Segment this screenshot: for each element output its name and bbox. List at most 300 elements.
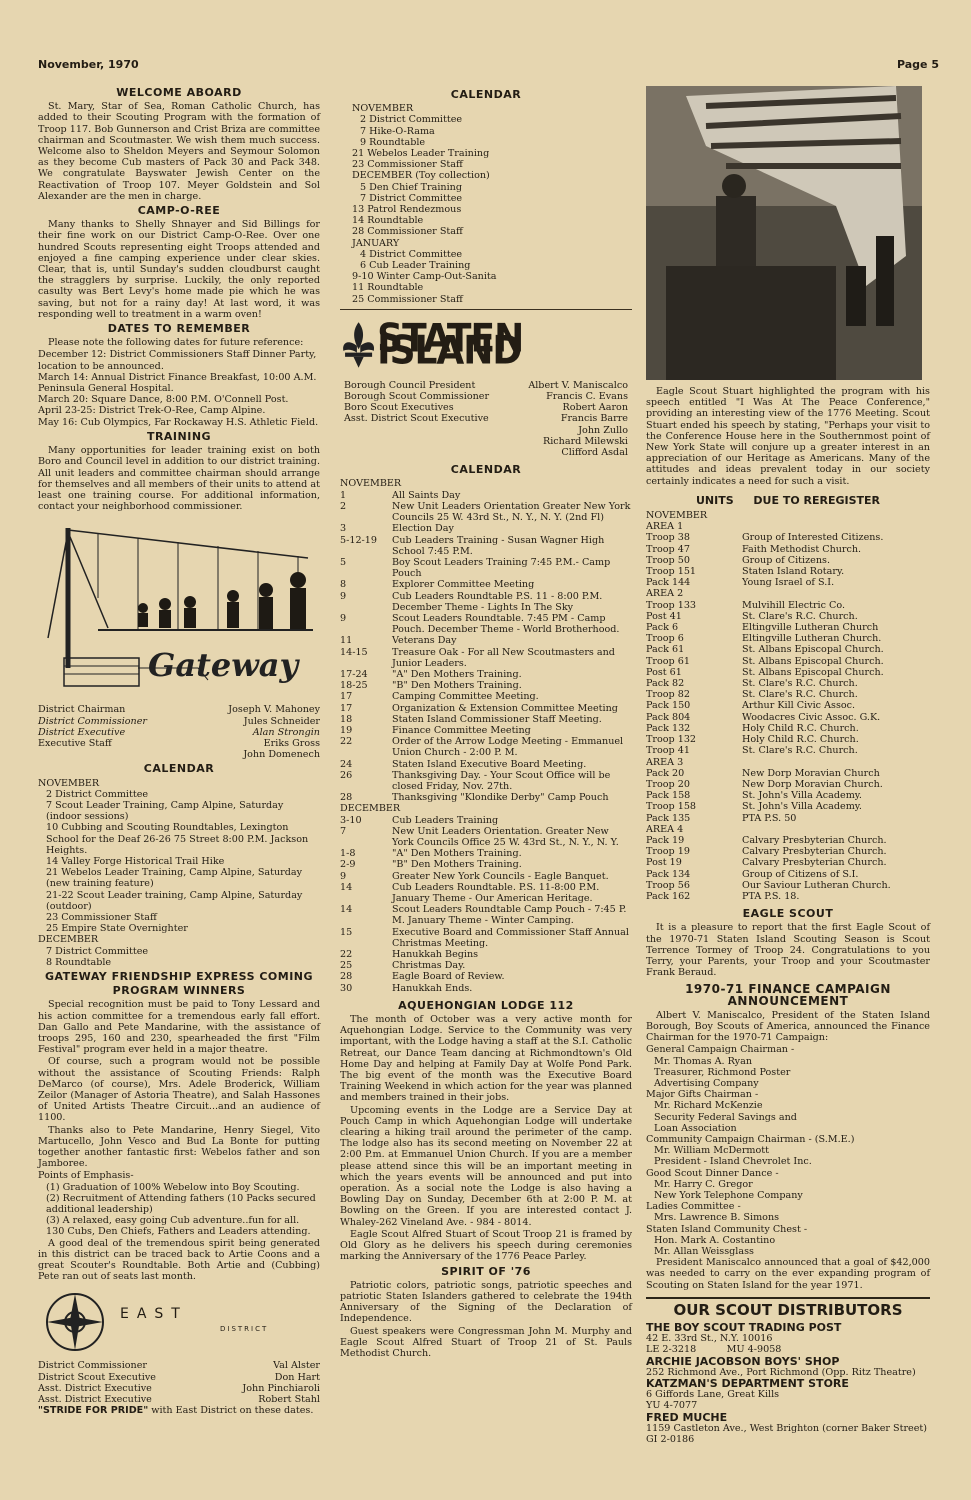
- calendar-date: 22: [340, 736, 353, 748]
- calendar-event: Hanukkah Begins: [392, 949, 479, 961]
- spirit-text: Guest speakers were Congressman John M. Murphy and Eagle Scout Alfred Stuart of Troop 21 of St. Pauls Methodist Church.: [340, 1325, 632, 1359]
- calendar-date: 15: [340, 926, 353, 938]
- list-item: 7 Hike-O-Rama: [360, 125, 435, 137]
- finance-heading: 1970-71 FINANCE CAMPAIGN ANNOUNCEMENT: [685, 982, 891, 1008]
- calendar-row: [340, 490, 632, 501]
- si-calendar-heading: CALENDAR: [450, 463, 522, 477]
- calendar-row: [340, 703, 632, 714]
- dates-intro: Please note the following dates for future reference:: [48, 337, 304, 349]
- unit-id: Troop 56: [646, 879, 690, 891]
- calendar-row: [340, 927, 632, 949]
- list-item: 21 Webelos Leader Training, Camp Alpine, Saturday (new training feature): [46, 867, 303, 890]
- photo-caption: Eagle Scout Stuart highlighted the program with his speech entitled "I Was At The Peace Conference," providing an interesting view of the 1776 Meeting. Scout Stuart ended his speech by stating, "Perhaps your visit to the Conference House here in the Southernmost point of New York State will conjure up a greater interest in an appreciation of our Heritage as Americans. Many of the attitudes and ideas prevalent today in our society certainly indicates a need for such a visit.: [646, 386, 930, 487]
- calendar-row: [340, 523, 632, 534]
- list-item: (1) Graduation of 100% Webelow into Boy Scouting.: [46, 1181, 300, 1193]
- distributor-name: KATZMAN'S DEPARTMENT STORE: [646, 1377, 849, 1391]
- calendar-row: [340, 949, 632, 960]
- calendar-date: 14: [340, 881, 353, 893]
- page-number: Page 5: [896, 58, 939, 71]
- list-item: DECEMBER: [38, 934, 99, 946]
- calendar-row: [340, 535, 632, 557]
- officer-name: John Zullo: [578, 424, 628, 436]
- unit-sponsor: New Dorp Moravian Church.: [742, 778, 883, 790]
- list-item: 9-10 Winter Camp-Out-Sanita: [352, 271, 497, 283]
- staff-name: Jules Schneider: [243, 715, 320, 727]
- east-staff: [38, 1360, 320, 1405]
- express-text: Special recognition must be paid to Tony Lessard and his action committee for a tremendous early fall effort. Dan Gallo and Pete Mandarine, with the assistance of troops 295, 160 and 230, spearheaded the first "Film Festival" program ever held in a major theatre.: [38, 999, 320, 1056]
- distributors-list: [646, 1322, 930, 1445]
- express-text: Of course, such a program would not be possible without the assistance of Scouting Friends: Ralph DeMarco (of course), Mrs. Adele Broderick, William Zeilor (Manager of Astoria Theatre), and Salah Hassones of United Artists Theatre Circuit...and an audience of 1100.: [38, 1056, 320, 1124]
- calendar-date: 1-8: [340, 848, 356, 860]
- calendar-event: Election Day: [392, 523, 454, 535]
- unit-id: Troop 82: [646, 689, 690, 701]
- list-item: General Campaign Chairman -: [646, 1044, 795, 1056]
- unit-id: Pack 134: [646, 868, 691, 880]
- calendar-row: [340, 669, 632, 680]
- staff-row: [38, 1360, 320, 1371]
- calendar-date: 9: [340, 612, 347, 624]
- calendar-date: 1: [340, 489, 347, 501]
- calendar-date: 2: [340, 500, 347, 512]
- speech-photo-image: [646, 86, 922, 380]
- list-item: 23 Commissioner Staff: [352, 159, 463, 171]
- list-item: JANUARY: [352, 237, 400, 249]
- units-table: [646, 510, 930, 902]
- camporee-heading: CAMP-O-REE: [137, 204, 221, 218]
- calendar-row: [340, 557, 632, 579]
- calendar-event: New Unit Leaders Orientation Greater New York Councils 25 W. 43rd St., N. Y., N. Y. (2nd Fl): [392, 500, 631, 524]
- distributor-name: FRED MUCHE: [646, 1410, 728, 1424]
- finance-text: President Maniscalco announced that a goal of $42,000 was needed to carry on the ever expanding program of Scouting on Staten Island for the year 1971.: [646, 1257, 930, 1291]
- stride-text: with East District on these dates.: [151, 1405, 314, 1417]
- staff-row: [38, 1394, 320, 1405]
- list-item: 23 Commissioner Staff: [46, 911, 157, 923]
- list-item: Mr. Thomas A. Ryan: [654, 1055, 752, 1067]
- staff-role: Asst. District Executive: [38, 1382, 152, 1394]
- staff-row: [38, 704, 320, 715]
- staff-role: District Executive: [38, 726, 126, 738]
- welcome-text: St. Mary, Star of Sea, Roman Catholic Church, has added to their Scouting Program with the formation of Troop 117. Bob Gunnerson and Crist Briza are committee chairman and Scoutmaster. We wish them much success. Welcome also to Sheldon Meyers and Seymour Solomon as they become Cub masters of Pack 30 and Pack 348. We congratulate Bayswater Jewish Center on the Reactivation of Troop 107. Meyer Goldstein and Sol Alexander are the men in charge.: [38, 101, 320, 202]
- distributor-name: THE BOY SCOUT TRADING POST: [646, 1321, 842, 1335]
- spirit-heading: SPIRIT OF '76: [441, 1264, 531, 1278]
- unit-id: Pack 19: [646, 834, 685, 846]
- officer-name: Robert Aaron: [562, 402, 628, 414]
- staff-name: John Domenech: [243, 749, 320, 761]
- calendar-row: [340, 691, 632, 702]
- calendar-event: Cub Leaders Roundtable. P.S. 11-8:00 P.M. January Theme - Our American Heritage.: [392, 881, 600, 904]
- calendar-event: Finance Committee Meeting: [392, 724, 531, 736]
- officer-role: Asst. District Scout Executive: [344, 413, 489, 425]
- unit-sponsor: St. Clare's R.C. Church.: [742, 610, 858, 622]
- gateway-calendar-list: [38, 778, 320, 968]
- page-header: [38, 58, 939, 72]
- calendar-month: NOVEMBER: [340, 478, 402, 490]
- calendar-date: 26: [340, 769, 353, 781]
- list-item: NOVEMBER: [352, 103, 414, 115]
- list-item: 6 Cub Leader Training: [360, 260, 471, 272]
- calendar-row: [340, 635, 632, 646]
- unit-sponsor: St. Clare's R.C. Church.: [742, 678, 858, 690]
- calendar-event: New Unit Leaders Orientation. Greater New York Councils Office 25 W. 43rd St., N. Y., N. Y.: [392, 825, 619, 848]
- lodge-text: The month of October was a very active month for Aquehongian Lodge. Service to the Community was very important, with the Lodge having a staff at the S.I. Catholic Retreat, our Dance Team dancing at Richmondtown's Old Home Day and helping at Family Day at Wolfe Pond Park. The big event of the month was the Executive Board Training Weekend in which action for the year was planned and members trained in their jobs.: [340, 1014, 632, 1104]
- list-item: 7 District Committee: [360, 192, 463, 204]
- calendar-row: [340, 815, 632, 826]
- list-item: 5 Den Chief Training: [360, 181, 462, 193]
- list-item: Mr. Harry C. Gregor: [654, 1178, 753, 1190]
- finance-list: [646, 1044, 930, 1257]
- calendar-list: [340, 103, 632, 305]
- unit-sponsor: [742, 824, 930, 835]
- unit-sponsor: St. John's Villa Academy.: [742, 790, 862, 802]
- unit-sponsor: Holy Child R.C. Church.: [742, 734, 859, 746]
- calendar-event: Staten Island Commissioner Staff Meeting.: [392, 713, 602, 725]
- list-item: April 23-25: District Trek-O-Ree, Camp Alpine.: [38, 405, 266, 417]
- spirit-text: Patriotic colors, patriotic songs, patriotic speeches and patriotic Staten Islanders gathered to celebrate the 194th Anniversary of the Signing of the Declaration of Independence.: [340, 1279, 632, 1325]
- unit-sponsor: [742, 757, 930, 768]
- unit-sponsor: [742, 588, 930, 599]
- list-item: 2 District Committee: [360, 114, 463, 126]
- list-item: 2 District Committee: [46, 788, 149, 800]
- calendar-date: 14-15: [340, 646, 368, 658]
- calendar-date: 17: [340, 691, 353, 703]
- calendar-row: [340, 714, 632, 725]
- calendar-row: [340, 647, 632, 669]
- list-item: 14 Valley Forge Historical Trail Hike: [46, 855, 225, 867]
- list-item: 14 Roundtable: [352, 215, 424, 227]
- list-item: Treasurer, Richmond Poster: [654, 1066, 791, 1078]
- unit-id: Pack 61: [646, 644, 685, 656]
- unit-id: Pack 804: [646, 711, 691, 723]
- officer-name: Albert V. Maniscalco: [528, 379, 628, 391]
- unit-id: Troop 151: [646, 566, 697, 578]
- distributor-address: 6 Giffords Lane, Great Kills: [646, 1389, 780, 1401]
- calendar-date: 19: [340, 724, 353, 736]
- unit-id: Troop 133: [646, 599, 697, 611]
- eagle-scout-photo: [646, 86, 922, 380]
- lodge-text: Eagle Scout Alfred Stuart of Scout Troop 21 is framed by Old Glory as he delivers his speech during ceremonies marking the Anniversary of the 1776 Peace Parley.: [340, 1228, 632, 1263]
- finance-text: Albert V. Maniscalco, President of the Staten Island Borough, Boy Scouts of America, announced the Finance Chairman for the 1970-71 Campaign:: [646, 1009, 930, 1044]
- distributor-address: 1159 Castleton Ave., West Brighton (corner Baker Street): [646, 1422, 927, 1434]
- units-heading: [646, 495, 930, 506]
- unit-sponsor: Our Saviour Lutheran Church.: [742, 879, 891, 891]
- reregister-title: DUE TO REREGISTER: [753, 493, 880, 507]
- distributors-heading: OUR SCOUT DISTRIBUTORS: [673, 1300, 903, 1319]
- dates-heading: DATES TO REMEMBER: [107, 322, 251, 336]
- distributor: [646, 1378, 930, 1412]
- calendar-event: Boy Scout Leaders Training 7:45 P.M.- Camp Pouch: [392, 556, 611, 580]
- distributor: [646, 1412, 930, 1446]
- unit-id: Troop 47: [646, 543, 690, 555]
- unit-sponsor: Mulvihill Electric Co.: [742, 599, 846, 611]
- east-district-logo: [38, 1290, 320, 1354]
- officer-name: Clifford Asdal: [561, 447, 628, 459]
- stride-line: [38, 1405, 320, 1416]
- calendar-event: "B" Den Mothers Training.: [392, 680, 522, 692]
- gateway-logo: [38, 518, 320, 700]
- unit-sponsor: St. John's Villa Academy.: [742, 801, 862, 813]
- calendar-month: DECEMBER: [340, 803, 401, 815]
- unit-sponsor: Holy Child R.C. Church.: [742, 722, 859, 734]
- calendar-event: Order of the Arrow Lodge Meeting - Emmanuel Union Church - 2:00 P. M.: [392, 736, 624, 759]
- staff-name: John Pinchiaroli: [242, 1382, 320, 1394]
- calendar-date: 22: [340, 949, 353, 961]
- issue-date: November, 1970: [38, 58, 139, 71]
- unit-id: Troop 50: [646, 554, 690, 566]
- staff-name: Robert Stahl: [258, 1394, 320, 1406]
- unit-sponsor: St. Albans Episcopal Church.: [742, 666, 884, 678]
- staten-island-title: STATEN ISLAND: [377, 316, 524, 374]
- unit-sponsor: PTA P.S. 18.: [742, 890, 800, 902]
- unit-id: Post 41: [646, 610, 682, 622]
- calendar-event: Christmas Day.: [392, 960, 466, 972]
- calendar-event: Explorer Committee Meeting: [392, 579, 535, 591]
- calendar-event: Treasure Oak - For all New Scoutmasters and Junior Leaders.: [392, 646, 615, 669]
- unit-id: Pack 20: [646, 767, 685, 779]
- unit-id: Troop 132: [646, 734, 697, 746]
- list-item: Loan Association: [654, 1122, 737, 1134]
- unit-id: Pack 150: [646, 700, 691, 712]
- list-item: 9 Roundtable: [360, 136, 426, 148]
- distributor: [646, 1356, 930, 1378]
- staff-role: District Commissioner: [38, 715, 147, 727]
- column-left: [38, 84, 320, 1416]
- calendar-row: [340, 501, 632, 523]
- unit-id: Troop 38: [646, 532, 690, 544]
- welcome-heading: WELCOME ABOARD: [116, 86, 242, 99]
- calendar-row: [340, 579, 632, 590]
- list-item: 4 District Committee: [360, 248, 463, 260]
- staff-name: Val Alster: [273, 1360, 320, 1372]
- training-heading: TRAINING: [146, 429, 212, 443]
- unit-id: AREA 1: [646, 521, 684, 533]
- calendar-row: [340, 591, 632, 613]
- unit-id: Post 61: [646, 666, 682, 678]
- unit-sponsor: St. Clare's R.C. Church.: [742, 689, 858, 701]
- staff-row: [38, 727, 320, 738]
- calendar-event: All Saints Day: [392, 489, 461, 501]
- gateway-bridge-scouts-icon: [38, 518, 320, 700]
- officer-name: Francis Barre: [560, 413, 628, 425]
- list-item: Advertising Company: [654, 1077, 759, 1089]
- calendar-event: "A" Den Mothers Training.: [392, 668, 522, 680]
- calendar-event: Eagle Board of Review.: [392, 971, 505, 983]
- unit-id: Troop 6: [646, 633, 684, 645]
- calendar-event: "A" Den Mothers Training.: [392, 848, 522, 860]
- staff-row: [38, 749, 320, 760]
- unit-id: Troop 19: [646, 846, 690, 858]
- unit-id: AREA 3: [646, 756, 684, 768]
- calendar-event: Executive Board and Commissioner Staff Annual Christmas Meeting.: [392, 926, 629, 949]
- list-item: Good Scout Dinner Dance -: [646, 1167, 779, 1179]
- list-item: May 16: Cub Olympics, Far Rockaway H.S. Athletic Field.: [38, 416, 319, 428]
- unit-id: Troop 61: [646, 655, 690, 667]
- camporee-text: Many thanks to Shelly Shnayer and Sid Billings for their fine work on our District Camp-O-Ree. Over one hundred Scouts representing eight Troops attended and enjoyed a fine camping experience under clear skies. Clear, that is, until Sunday's sudden cloudburst caught the stragglers by surprise. Luckily, the only reported casulty was Bert Levy's home made pie which he was saving, but not for a rainy day! At last word, it was responding well to treatment in a warm oven!: [38, 219, 320, 320]
- unit-sponsor: Eltingville Lutheran Church: [742, 622, 879, 634]
- gateway-calendar-heading: CALENDAR: [143, 762, 215, 776]
- distributor-address: 42 E. 33rd St., N.Y. 10016: [646, 1333, 773, 1345]
- list-item: 21 Webelos Leader Training: [352, 148, 490, 160]
- unit-id: Pack 82: [646, 678, 685, 690]
- list-item: Community Campaign Chairman - (S.M.E.): [646, 1134, 855, 1145]
- staff-role: District Commissioner: [38, 1360, 147, 1372]
- express-text: A good deal of the tremendous spirit being generated in this district can be traced back to Artie Coons and a great Scouter's Roundtable. Both Artie and (Cubbing) Pete ran out of seats last month.: [38, 1237, 320, 1283]
- list-item: Major Gifts Chairman -: [646, 1089, 759, 1101]
- unit-id: Troop 20: [646, 778, 690, 790]
- emphasis-label: Points of Emphasis-: [38, 1170, 134, 1182]
- list-item: Mr. William McDermott: [654, 1145, 770, 1157]
- column-right: [646, 86, 930, 1445]
- si-officers: [340, 380, 632, 458]
- staten-island-masthead: [340, 316, 632, 374]
- list-item: March 20: Square Dance, 8:00 P.M. O'Connell Post.: [38, 394, 289, 406]
- unit-sponsor: Arthur Kill Civic Assoc.: [742, 700, 856, 712]
- calendar-date: 17: [340, 702, 353, 714]
- officer-name: Richard Milewski: [543, 435, 628, 447]
- training-text: Many opportunities for leader training exist on both Boro and Council level in addition to our district training. All unit leaders and committee chairman should arrange for themselves and all members of their units to attend at least one training course. For additional information, contact your neighborhood commissioner.: [38, 445, 320, 513]
- unit-id: Pack 132: [646, 722, 691, 734]
- east-logo-sub: DISTRICT: [220, 1325, 269, 1334]
- calendar-row: [340, 971, 632, 982]
- distributor: [646, 1322, 930, 1356]
- unit-id: Troop 41: [646, 745, 690, 757]
- list-item: New York Telephone Company: [654, 1190, 803, 1202]
- calendar-event: Greater New York Councils - Eagle Banquet.: [392, 870, 609, 882]
- list-item: President - Island Chevrolet Inc.: [654, 1156, 812, 1168]
- list-item: 7 District Committee: [46, 945, 149, 957]
- list-item: Mr. Allan Weissglass: [654, 1246, 754, 1258]
- list-item: Hon. Mark A. Costantino: [654, 1234, 776, 1246]
- express-text: Thanks also to Pete Mandarine, Henry Siegel, Vito Martucello, John Vesco and Bud La Bonte for putting together another fantastic first: Webelos father and son Jamboree.: [38, 1124, 320, 1170]
- calendar-event: "B" Den Mothers Training.: [392, 859, 522, 871]
- unit-sponsor: Young Israel of S.I.: [742, 577, 835, 589]
- east-logo-text: EAST: [120, 1306, 188, 1323]
- unit-sponsor: New Dorp Moravian Church: [742, 767, 880, 779]
- unit-sponsor: Group of Citizens.: [742, 554, 830, 566]
- calendar-row: [340, 848, 632, 859]
- distributor-phone: YU 4-7077: [646, 1400, 698, 1412]
- calendar-row: [340, 826, 632, 848]
- calendar-event: Veterans Day: [392, 635, 457, 647]
- calendar-row: [340, 859, 632, 870]
- calendar-date: 25: [340, 960, 353, 972]
- unit-sponsor: St. Albans Episcopal Church.: [742, 644, 884, 656]
- column-middle: [340, 86, 632, 1360]
- list-item: 7 Scout Leader Training, Camp Alpine, Saturday (indoor sessions): [46, 799, 284, 823]
- unit-id: Pack 162: [646, 890, 691, 902]
- dates-list: [38, 349, 320, 427]
- list-item: Ladies Committee -: [646, 1201, 741, 1213]
- fleur-de-lis-icon: [340, 316, 377, 374]
- unit-id: Post 19: [646, 857, 682, 869]
- unit-sponsor: [742, 521, 930, 532]
- unit-id: Pack 144: [646, 577, 691, 589]
- distributors-box: [646, 1297, 930, 1445]
- winners-heading: PROGRAM WINNERS: [112, 984, 246, 998]
- si-names: [528, 380, 628, 458]
- staff-role: District Chairman: [38, 704, 126, 716]
- calendar-event: Scout Leaders Roundtable Camp Pouch - 7:45 P. M. January Theme - Winter Camping.: [392, 904, 627, 927]
- unit-sponsor: St. Albans Episcopal Church.: [742, 655, 884, 667]
- calendar-date: 5-12-19: [340, 534, 378, 546]
- calendar-date: 7: [340, 825, 347, 837]
- eagle-heading: EAGLE SCOUT: [742, 907, 834, 921]
- gateway-staff: [38, 704, 320, 760]
- list-item: 25 Empire State Overnighter: [46, 923, 188, 935]
- unit-id: Pack 6: [646, 622, 679, 634]
- calendar-event: Thanksgiving Day. - Your Scout Office will be closed Friday, Nov. 27th.: [392, 769, 611, 792]
- unit-id: Troop 158: [646, 801, 697, 813]
- list-item: 21-22 Scout Leader training, Camp Alpine, Saturday (outdoor): [46, 889, 303, 912]
- staff-name: Alan Strongin: [252, 726, 320, 738]
- calendar-event: Scout Leaders Roundtable. 7:45 PM - Camp Pouch. December Theme - World Brotherhood.: [392, 612, 620, 636]
- calendar-date: 9: [340, 590, 347, 602]
- calendar-date: 2-9: [340, 859, 356, 871]
- unit-sponsor: Calvary Presbyterian Church.: [742, 857, 887, 869]
- officer-role: Borough Scout Commissioner: [344, 391, 490, 403]
- list-item: Mrs. Lawrence B. Simons: [654, 1212, 780, 1224]
- staff-role: Executive Staff: [38, 737, 112, 749]
- calendar-event: Organization & Extension Committee Meeting: [392, 702, 618, 714]
- calendar-row: [340, 904, 632, 926]
- list-item: 28 Commissioner Staff: [352, 226, 463, 238]
- calendar-date: 9: [340, 870, 347, 882]
- list-item: (3) A relaxed, easy going Cub adventure..fun for all. 130 Cubs, Den Chiefs, Fathers and Leaders attending.: [46, 1215, 311, 1238]
- staff-row: [38, 1372, 320, 1383]
- calendar-row: [340, 736, 632, 758]
- staff-role: [38, 749, 243, 760]
- list-item: 25 Commissioner Staff: [352, 293, 463, 305]
- calendar-date: 28: [340, 971, 353, 983]
- calendar-date: 18: [340, 713, 353, 725]
- calendar-event: Cub Leaders Roundtable P.S. 11 - 8:00 P.M. December Theme - Lights In The Sky: [392, 590, 603, 613]
- lodge-heading: AQUEHONGIAN LODGE 112: [398, 998, 574, 1012]
- officer-role: Borough Council President: [344, 379, 476, 391]
- list-item: December 12: District Commissioners Staff Dinner Party, location to be announced.: [38, 349, 317, 372]
- calendar-date: 3: [340, 523, 347, 535]
- calendar-date: 11: [340, 635, 353, 647]
- unit-sponsor: Woodacres Civic Assoc. G.K.: [742, 711, 881, 723]
- list-item: NOVEMBER: [38, 777, 100, 789]
- unit-sponsor: [742, 510, 930, 521]
- calendar-date: 8: [340, 579, 347, 591]
- officer-name: Francis C. Evans: [546, 391, 628, 403]
- calendar-row: [340, 770, 632, 792]
- calendar-date: 28: [340, 792, 353, 804]
- calendar-event: Staten Island Executive Board Meeting.: [392, 758, 587, 770]
- divider: [340, 309, 632, 310]
- calendar-row: [340, 792, 632, 803]
- calendar-row: [340, 613, 632, 635]
- unit-sponsor: Staten Island Rotary.: [742, 566, 845, 578]
- list-item: Staten Island Community Chest -: [646, 1223, 808, 1235]
- calendar-event: Hanukkah Ends.: [392, 982, 473, 994]
- calendar-row: [340, 871, 632, 882]
- staff-role: Asst. District Executive: [38, 1394, 152, 1406]
- staff-row: [38, 716, 320, 727]
- distributor-phone: GI 2-0186: [646, 1434, 695, 1446]
- eagle-text: It is a pleasure to report that the first Eagle Scout of the 1970-71 Staten Island Scouting Season is Scout Terrence Tormey of Troop 24. Congratulations to you Terry, your Parents, your Troop and your Scoutmaster Frank Beraud.: [646, 922, 930, 979]
- lodge-text: Upcoming events in the Lodge are a Service Day at Pouch Camp in which Aquehongian Lodge will undertake clearing a hiking trail around the perimeter of the camp. The lodge also has its second meeting on November 22 at 2:00 P.m. at Emmanuel Union Church. If you are a member please attend since this will be an important meeting in which the years events will be announced and put into operation. As a social note the Lodge is also having a Bowling Day on Sunday, December 6th at 2:00 P. M. at Bowling on the Green. If you are interested contact J. Whaley-262 Vineland Ave. - 984 - 8014.: [340, 1104, 632, 1228]
- distributor-address: 252 Richmond Ave., Port Richmond (Opp. Ritz Theatre): [646, 1366, 916, 1378]
- officer-role: Boro Scout Executives: [344, 402, 454, 414]
- calendar-date: 5: [340, 556, 347, 568]
- compass-icon: [38, 1290, 112, 1354]
- unit-sponsor: PTA P.S. 50: [742, 812, 797, 824]
- unit-sponsor: Calvary Presbyterian Church.: [742, 846, 887, 858]
- unit-sponsor: Eltingville Lutheran Church.: [742, 633, 882, 645]
- distributor-name: ARCHIE JACOBSON BOYS' SHOP: [646, 1354, 840, 1368]
- calendar-row: [340, 882, 632, 904]
